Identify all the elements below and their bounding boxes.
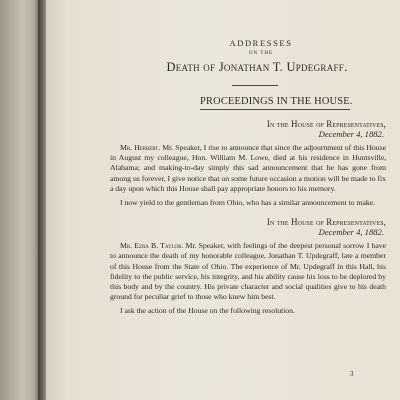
document-title: Death of Jonathan T. Updegraff. xyxy=(166,60,348,74)
entry-2-paragraph-1 xyxy=(110,241,386,302)
on-the-heading: ON THE xyxy=(248,51,274,56)
entry-1-date: December 4, 1882. xyxy=(318,129,384,139)
document-page xyxy=(46,0,400,400)
paragraph-text: Mr. Speaker, with feelings of the deepest personal sorrow I have to announce the death of my honorable colleague, Jonathan T. Updegraff, late a member of this House from the State of Ohio. The experience of Mr. Updegraff in this Hall, his fidelity to the public service, his integrity, and his ability cause his loss to be deplored by this body and by the country. His private character and social qualities give to his death ground for peculiar grief to those who knew him best. xyxy=(110,241,386,302)
speaker-name: Mr. Herbert. xyxy=(120,143,161,152)
left-page-edge xyxy=(0,0,42,400)
speaker-name: Mr. Ezra B. Taylor. xyxy=(120,241,184,251)
addresses-heading: ADDRESSES xyxy=(229,38,293,48)
entry-2-date: December 4, 1882. xyxy=(318,227,384,238)
paragraph-text: I now yield to the gentleman from Ohio, who has a similar announcement to make. xyxy=(120,198,376,208)
entry-1-paragraph-1 xyxy=(110,143,386,194)
paragraph-text: I ask the action of the House on the following resolution. xyxy=(120,306,295,316)
entry-2-house: In the House of Representatives, xyxy=(266,217,386,228)
page-number: 3 xyxy=(350,370,354,378)
entry-1-house: In the House of Representatives, xyxy=(266,119,386,129)
paragraph-text: Mr. Speaker, I rise to announce that since the adjournment of this House in August my colleague, Hon. William M. Lowe, died at his residence in Huntsville, Alabama; and making-to-day simply this sad announcement that he has gone from among us forever, I give notice that on some future occasion a motion will be made to fix a day upon which this House shall pay appropriate honors to his memory. xyxy=(110,143,386,193)
page-text xyxy=(110,38,386,317)
section-heading: PROCEEDINGS IN THE HOUSE. xyxy=(200,96,350,110)
entry-2-paragraph-2 xyxy=(110,306,386,316)
entry-1-paragraph-2 xyxy=(110,198,386,208)
title-divider xyxy=(232,85,278,86)
